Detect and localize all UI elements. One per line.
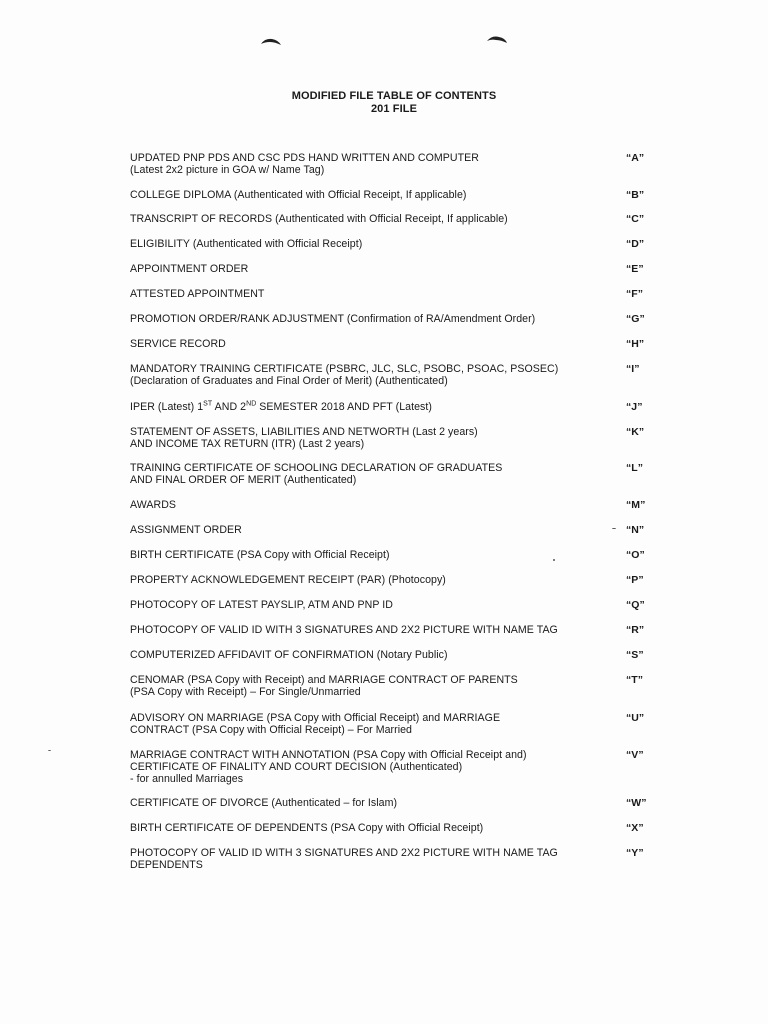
contents-entry	[130, 313, 645, 325]
entry-annex-letter: “X”	[626, 822, 644, 834]
entry-line: PROPERTY ACKNOWLEDGEMENT RECEIPT (PAR) (Photocopy)	[130, 574, 446, 586]
entry-text-part: AND 2	[212, 401, 247, 413]
entry-annex-letter: “G”	[626, 313, 645, 325]
contents-entry	[130, 649, 644, 661]
entry-line: (Latest 2x2 picture in GOA w/ Name Tag)	[130, 164, 325, 176]
entry-annex-letter: “J”	[626, 401, 643, 413]
entry-line: MANDATORY TRAINING CERTIFICATE (PSBRC, JLC, SLC, PSOBC, PSOAC, PSOSEC)	[130, 363, 559, 375]
entry-annex-letter: “D”	[626, 238, 645, 250]
entry-line: APPOINTMENT ORDER	[130, 263, 249, 275]
entry-text	[130, 712, 610, 736]
entry-line: AND INCOME TAX RETURN (ITR) (Last 2 years)	[130, 438, 365, 450]
entry-line: PHOTOCOPY OF VALID ID WITH 3 SIGNATURES AND 2X2 PICTURE WITH NAME TAG	[130, 847, 558, 859]
entry-line: (PSA Copy with Receipt) – For Single/Unmarried	[130, 686, 361, 698]
entry-text	[130, 549, 610, 561]
entry-line: AND FINAL ORDER OF MERIT (Authenticated)	[130, 474, 357, 486]
contents-entry	[130, 288, 644, 300]
entry-annex-letter: “B”	[626, 189, 645, 201]
entry-line: ASSIGNMENT ORDER	[130, 524, 242, 536]
entry-line: BIRTH CERTIFICATE (PSA Copy with Official Receipt)	[130, 549, 390, 561]
entry-annex-letter: “O”	[626, 549, 645, 561]
contents-entry	[130, 549, 645, 561]
contents-entry	[130, 524, 645, 536]
entry-text	[130, 599, 610, 611]
contents-entry	[130, 674, 644, 698]
entry-text	[130, 213, 610, 225]
entry-text	[130, 499, 610, 511]
entry-text	[130, 288, 610, 300]
entry-text	[130, 426, 610, 450]
contents-entry	[130, 338, 645, 350]
entry-text	[130, 847, 610, 871]
entry-line: COLLEGE DIPLOMA (Authenticated with Official Receipt, If applicable)	[130, 189, 467, 201]
entry-annex-letter: “H”	[626, 338, 645, 350]
contents-entry	[130, 462, 644, 486]
entry-annex-letter: “W”	[626, 797, 647, 809]
contents-entry	[130, 599, 645, 611]
contents-entry	[130, 624, 645, 636]
contents-entry	[130, 152, 645, 176]
entry-line: ADVISORY ON MARRIAGE (PSA Copy with Official Receipt) and MARRIAGE	[130, 712, 501, 724]
entry-annex-letter: “E”	[626, 263, 644, 275]
entry-annex-letter: “L”	[626, 462, 644, 474]
entry-line: BIRTH CERTIFICATE OF DEPENDENTS (PSA Copy with Official Receipt)	[130, 822, 484, 834]
entry-line: AWARDS	[130, 499, 177, 511]
entry-line: ATTESTED APPOINTMENT	[130, 288, 265, 300]
entry-text	[130, 462, 610, 486]
document-subtitle: 201 FILE	[370, 103, 418, 115]
contents-entry	[130, 426, 645, 450]
entry-line: TRAINING CERTIFICATE OF SCHOOLING DECLARATION OF GRADUATES	[130, 462, 503, 474]
entry-line: PHOTOCOPY OF VALID ID WITH 3 SIGNATURES AND 2X2 PICTURE WITH NAME TAG	[130, 624, 558, 636]
entry-line: (Declaration of Graduates and Final Order of Merit) (Authenticated)	[130, 375, 448, 387]
contents-entry	[130, 263, 644, 275]
entry-line: UPDATED PNP PDS AND CSC PDS HAND WRITTEN AND COMPUTER	[130, 152, 479, 164]
entry-annex-letter: “V”	[626, 749, 644, 761]
contents-entry	[130, 238, 645, 250]
entry-text	[130, 822, 610, 834]
entry-line: ELIGIBILITY (Authenticated with Official Receipt)	[130, 238, 363, 250]
entry-text	[130, 363, 610, 387]
entry-annex-letter: “N”	[626, 524, 645, 536]
contents-entry	[130, 363, 640, 387]
contents-entry	[130, 797, 647, 809]
entry-annex-letter: “Q”	[626, 599, 645, 611]
entry-line: CERTIFICATE OF DIVORCE (Authenticated – for Islam)	[130, 797, 398, 809]
entry-text	[130, 263, 610, 275]
entry-line: CONTRACT (PSA Copy with Official Receipt) – For Married	[130, 724, 412, 736]
entry-text	[130, 152, 610, 176]
entry-line: CENOMAR (PSA Copy with Receipt) and MARRIAGE CONTRACT OF PARENTS	[130, 674, 518, 686]
entry-line	[130, 401, 610, 413]
contents-entry	[130, 749, 644, 785]
entry-line: DEPENDENTS	[130, 859, 203, 871]
entry-annex-letter: “Y”	[626, 847, 644, 859]
contents-entry	[130, 213, 645, 225]
punch-hole-mark-right	[486, 34, 508, 44]
entry-line: TRANSCRIPT OF RECORDS (Authenticated with Official Receipt, If applicable)	[130, 213, 508, 225]
entry-line: PHOTOCOPY OF LATEST PAYSLIP, ATM AND PNP ID	[130, 599, 393, 611]
entry-line: SERVICE RECORD	[130, 338, 226, 350]
entry-text	[130, 624, 610, 636]
entry-line: CERTIFICATE OF FINALITY AND COURT DECISION (Authenticated)	[130, 761, 463, 773]
entry-text	[130, 649, 610, 661]
entry-line: - for annulled Marriages	[130, 773, 244, 785]
entry-annex-letter: “S”	[626, 649, 644, 661]
entry-annex-letter: “T”	[626, 674, 644, 686]
entry-text	[130, 574, 610, 586]
entry-annex-letter: “U”	[626, 712, 645, 724]
entry-text-part: ND	[246, 400, 257, 408]
scan-speck	[48, 750, 51, 751]
contents-entry	[130, 847, 644, 871]
entry-annex-letter: “R”	[626, 624, 645, 636]
entry-text	[130, 401, 610, 413]
entry-annex-letter: “K”	[626, 426, 645, 438]
contents-entry	[130, 400, 643, 413]
entry-annex-letter: “P”	[626, 574, 644, 586]
entry-text-part: IPER (Latest) 1	[130, 401, 204, 413]
scan-speck	[612, 528, 616, 529]
entry-text	[130, 674, 610, 698]
entry-text-part: SEMESTER 2018 AND PFT (Latest)	[256, 401, 432, 413]
contents-entry	[130, 189, 645, 201]
entry-annex-letter: “I”	[626, 363, 640, 375]
entry-text	[130, 524, 610, 536]
entry-line: COMPUTERIZED AFFIDAVIT OF CONFIRMATION (Notary Public)	[130, 649, 448, 661]
entry-line: PROMOTION ORDER/RANK ADJUSTMENT (Confirmation of RA/Amendment Order)	[130, 313, 536, 325]
entry-annex-letter: “C”	[626, 213, 645, 225]
entry-text	[130, 749, 610, 785]
entry-text	[130, 189, 610, 201]
entry-text	[130, 238, 610, 250]
entry-annex-letter: “M”	[626, 499, 646, 511]
document-title: MODIFIED FILE TABLE OF CONTENTS	[291, 90, 497, 102]
entry-annex-letter: “A”	[626, 152, 645, 164]
contents-entry	[130, 712, 645, 736]
punch-hole-mark-left	[260, 36, 282, 46]
entry-text	[130, 313, 610, 325]
entry-line: STATEMENT OF ASSETS, LIABILITIES AND NETWORTH (Last 2 years)	[130, 426, 478, 438]
entry-text	[130, 338, 610, 350]
contents-entry	[130, 822, 644, 834]
entry-annex-letter: “F”	[626, 288, 644, 300]
entry-text	[130, 797, 610, 809]
contents-entry	[130, 574, 644, 586]
entry-line: MARRIAGE CONTRACT WITH ANNOTATION (PSA Copy with Official Receipt and)	[130, 749, 527, 761]
entry-text-part: ST	[203, 400, 213, 408]
document-title-block	[0, 90, 768, 116]
contents-entry	[130, 499, 646, 511]
